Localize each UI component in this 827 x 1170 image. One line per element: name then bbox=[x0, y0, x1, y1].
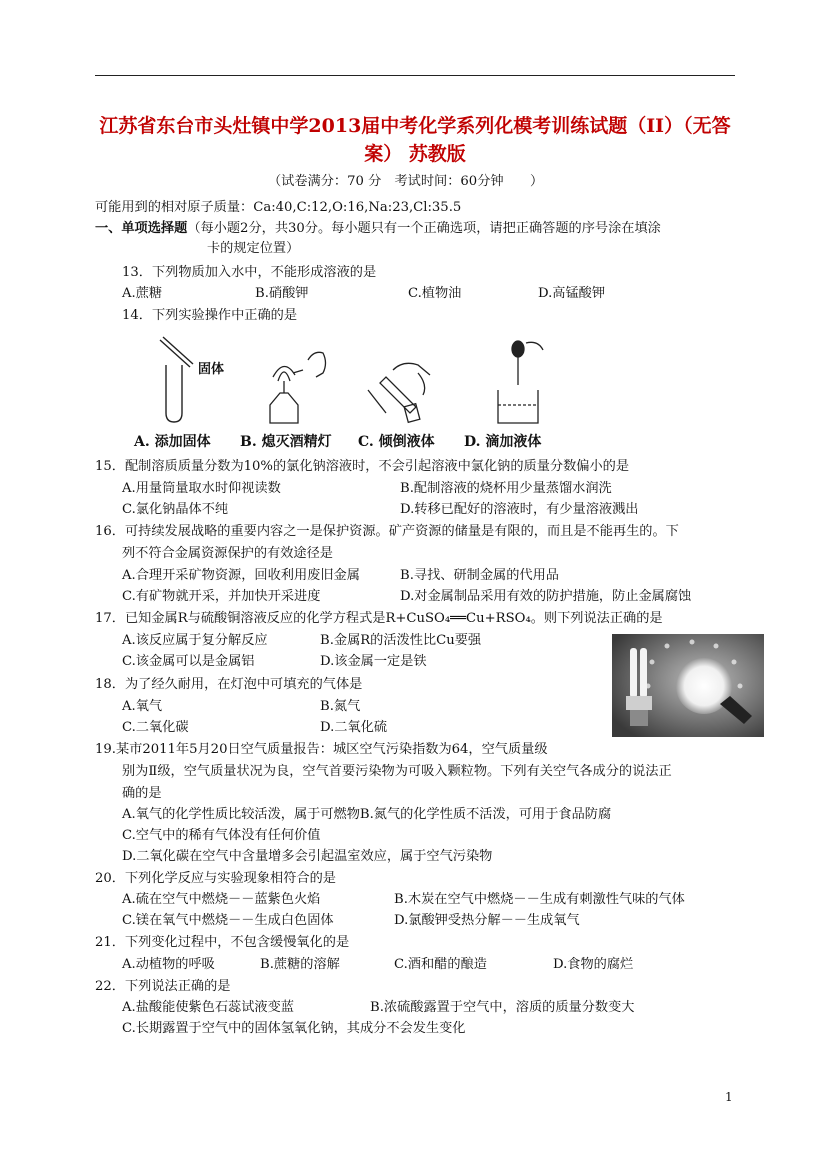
q18-option-b: B.氮气 bbox=[320, 699, 361, 714]
q13-stem: 13．下列物质加入水中，不能形成溶液的是 bbox=[122, 265, 377, 280]
q20-option-d: D.氯酸钾受热分解－－生成氧气 bbox=[394, 913, 580, 928]
q22-stem: 22．下列说法正确的是 bbox=[95, 979, 231, 994]
section-instruction-cont: 卡的规定位置） bbox=[207, 241, 300, 256]
q18-option-c: C.二氧化碳 bbox=[122, 720, 189, 735]
q19-option-d: D.二氧化碳在空气中含量增多会引起温室效应，属于空气污染物 bbox=[122, 849, 493, 864]
q14-option-c: C. 倾倒液体 bbox=[358, 434, 435, 450]
section-instruction: （每小题2分，共30分。每小题只有一个正确选项，请把正确答题的序号涂在填涂 bbox=[187, 221, 661, 236]
q14-option-b: B. 熄灭酒精灯 bbox=[240, 434, 332, 450]
q16-option-d: D.对金属制品采用有效的防护措施，防止金属腐蚀 bbox=[400, 589, 692, 604]
document-title bbox=[95, 112, 735, 168]
q16-stem: 16．可持续发展战略的重要内容之一是保护资源。矿产资源的储量是有限的，而且是不能再生的。下 bbox=[95, 524, 679, 539]
pouring-liquid-icon bbox=[368, 363, 430, 422]
q15-stem: 15．配制溶质质量分数为10%的氯化钠溶液时，不会引起溶液中氯化钠的质量分数偏小的是 bbox=[95, 459, 630, 474]
solid-label: 固体 bbox=[198, 362, 225, 377]
q22-option-c: C.长期露置于空气中的固体氢氧化钠，其成分不会发生变化 bbox=[122, 1021, 466, 1036]
q15-option-d: D.转移已配好的溶液时，有少量溶液溅出 bbox=[400, 502, 639, 517]
q15-option-a: A.用量筒量取水时仰视读数 bbox=[122, 481, 281, 496]
q21-option-c: C.酒和醋的酿造 bbox=[394, 957, 487, 972]
q16-option-c: C.有矿物就开采，并加快开采进度 bbox=[122, 589, 321, 604]
q21-option-a: A.动植物的呼吸 bbox=[122, 957, 215, 972]
q17-option-a: A.该反应属于复分解反应 bbox=[122, 633, 268, 648]
q22-option-a: A.盐酸能使紫色石蕊试液变蓝 bbox=[122, 1000, 294, 1015]
q19-option-b: B.氮气的化学性质不活泼，可用于食品防腐 bbox=[359, 807, 612, 822]
alcohol-lamp-icon bbox=[270, 352, 326, 423]
q16-option-a: A.合理开采矿物资源，回收利用废旧金属 bbox=[122, 568, 360, 583]
q13-option-c: C.植物油 bbox=[408, 286, 462, 301]
q16-stem-cont: 列不符合金属资源保护的有效途径是 bbox=[122, 546, 333, 561]
q19-option-c: C.空气中的稀有气体没有任何价值 bbox=[122, 828, 321, 843]
q22-option-b: B.浓硫酸露置于空气中，溶质的质量分数变大 bbox=[370, 1000, 635, 1015]
q14-option-a: A. 添加固体 bbox=[134, 434, 211, 450]
q13-option-a: A.蔗糖 bbox=[122, 286, 163, 301]
section-title: 一、单项选择题 bbox=[95, 221, 188, 236]
atomic-masses: 可能用到的相对原子质量：Ca:40,C:12,O:16,Na:23,Cl:35.5 bbox=[95, 200, 462, 215]
q21-stem: 21．下列变化过程中，不包含缓慢氧化的是 bbox=[95, 935, 350, 950]
title-line-1: 江苏省东台市头灶镇中学2013届中考化学系列化模考训练试题（II）（无答 bbox=[99, 115, 731, 137]
q19-stem-cont: 别为Ⅱ级，空气质量状况为良，空气首要污染物为可吸入颗粒物。下列有关空气各成分的说法正 bbox=[122, 764, 672, 779]
q17-option-b: B.金属R的活泼性比Cu要强 bbox=[320, 633, 482, 648]
title-line-2: 案） 苏教版 bbox=[364, 143, 466, 165]
light-bulb-image bbox=[612, 634, 764, 737]
q20-option-b: B.木炭在空气中燃烧－－生成有刺激性气味的气体 bbox=[394, 892, 685, 907]
q17-stem: 17．已知金属R与硫酸铜溶液反应的化学方程式是R+CuSO₄══Cu+RSO₄。则下列说法正确的是 bbox=[95, 611, 663, 626]
q13-option-d: D.高锰酸钾 bbox=[538, 286, 606, 301]
header-rule bbox=[95, 75, 735, 76]
dropper-beaker-icon bbox=[498, 341, 543, 423]
section-heading bbox=[95, 219, 661, 239]
exam-info: （试卷满分：70 分 考试时间：60分钟 ） bbox=[268, 174, 544, 189]
q14-option-d: D. 滴加液体 bbox=[464, 434, 542, 450]
page-number: 1 bbox=[725, 1090, 733, 1104]
q19-option-a-text: A.氧气的化学性质比较活泼，属于可燃物 bbox=[122, 807, 360, 822]
lab-figure-drawing bbox=[118, 335, 568, 430]
q14-stem: 14．下列实验操作中正确的是 bbox=[122, 308, 298, 323]
q15-option-c: C.氯化钠晶体不纯 bbox=[122, 502, 229, 517]
light-bulb-photo bbox=[612, 634, 764, 737]
test-tube-icon bbox=[160, 337, 193, 422]
q21-option-b: B.蔗糖的溶解 bbox=[260, 957, 340, 972]
q15-option-b: B.配制溶液的烧杯用少量蒸馏水润洗 bbox=[400, 481, 612, 496]
q19-stem-cont2: 确的是 bbox=[122, 786, 162, 801]
q20-option-c: C.镁在氧气中燃烧－－生成白色固体 bbox=[122, 913, 334, 928]
q21-option-d: D.食物的腐烂 bbox=[553, 957, 634, 972]
q19-stem: 19.某市2011年5月20日空气质量报告：城区空气污染指数为64，空气质量级 bbox=[95, 742, 548, 757]
q18-option-a: A.氧气 bbox=[122, 699, 163, 714]
lab-operations-figure bbox=[118, 335, 568, 460]
q18-stem: 18．为了经久耐用，在灯泡中可填充的气体是 bbox=[95, 677, 363, 692]
q20-stem: 20．下列化学反应与实验现象相符合的是 bbox=[95, 871, 336, 886]
q19-option-a bbox=[122, 805, 611, 825]
q16-option-b: B.寻找、研制金属的代用品 bbox=[400, 568, 559, 583]
q17-option-c: C.该金属可以是金属铝 bbox=[122, 654, 255, 669]
q18-option-d: D.二氧化硫 bbox=[320, 720, 388, 735]
q17-option-d: D.该金属一定是铁 bbox=[320, 654, 427, 669]
q20-option-a: A.硫在空气中燃烧－－蓝紫色火焰 bbox=[122, 892, 321, 907]
q13-option-b: B.硝酸钾 bbox=[255, 286, 309, 301]
